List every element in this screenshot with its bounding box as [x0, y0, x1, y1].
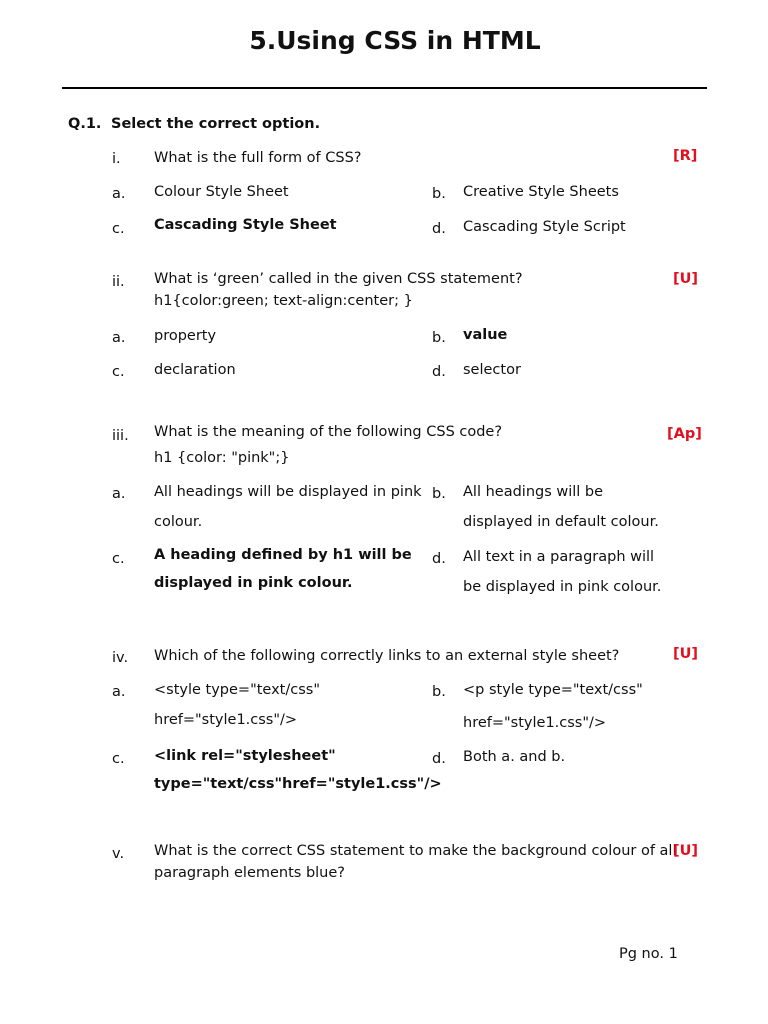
option-text: All headings will be	[463, 484, 604, 500]
question-tag: [Ap]	[667, 426, 702, 442]
option-text: colour.	[154, 514, 203, 530]
question-text: What is ‘green’ called in the given CSS statement?	[154, 271, 523, 287]
title-rule	[62, 87, 707, 89]
option-label: b.	[432, 486, 446, 502]
option-text: declaration	[154, 362, 236, 378]
question-tag: [U]	[673, 271, 699, 287]
question-code: h1 {color: "pink";}	[154, 450, 290, 466]
option-text: selector	[463, 362, 521, 378]
question-text: What is the correct CSS statement to make the background colour of all	[154, 843, 677, 859]
question-text: paragraph elements blue?	[154, 865, 345, 881]
option-text: property	[154, 328, 217, 344]
question-tag: [U]	[673, 843, 699, 859]
option-label: b.	[432, 684, 446, 700]
option-label: c.	[112, 551, 125, 567]
question-number: ii.	[112, 274, 125, 290]
question-text: What is the full form of CSS?	[154, 150, 362, 166]
question-number: iii.	[112, 428, 129, 444]
option-label: c.	[112, 751, 125, 767]
question-number: iv.	[112, 650, 129, 666]
option-text: Colour Style Sheet	[154, 184, 289, 200]
option-text-correct: <link rel="stylesheet"	[154, 748, 336, 764]
option-text: displayed in default colour.	[463, 514, 659, 530]
option-label: d.	[432, 551, 446, 567]
question-tag: [R]	[673, 148, 698, 164]
option-label: d.	[432, 751, 446, 767]
option-label: a.	[112, 486, 126, 502]
option-text: href="style1.css"/>	[154, 712, 298, 728]
section-number: Q.1.	[68, 116, 102, 132]
question-text: Which of the following correctly links to an external style sheet?	[154, 648, 620, 664]
option-label: c.	[112, 221, 125, 237]
option-label: b.	[432, 330, 446, 346]
option-label: a.	[112, 684, 126, 700]
page-title: 5.Using CSS in HTML	[249, 26, 541, 55]
question-tag: [U]	[673, 646, 699, 662]
question-number: v.	[112, 846, 125, 862]
option-text: Both a. and b.	[463, 749, 566, 765]
option-label: d.	[432, 364, 446, 380]
option-text-correct: A heading defined by h1 will be	[154, 547, 412, 563]
option-text: <p style type="text/css"	[463, 682, 643, 698]
option-label: b.	[432, 186, 446, 202]
option-text: Creative Style Sheets	[463, 184, 619, 200]
option-text-correct: type="text/css"href="style1.css"/>	[154, 776, 442, 792]
option-text: All text in a paragraph will	[463, 549, 655, 565]
question-number: i.	[112, 151, 121, 167]
option-text-correct: value	[463, 327, 508, 343]
option-text: <style type="text/css"	[154, 682, 320, 698]
option-text: href="style1.css"/>	[463, 715, 607, 731]
question-text: What is the meaning of the following CSS code?	[154, 424, 503, 440]
page-number: Pg no. 1	[619, 946, 678, 962]
option-label: a.	[112, 186, 126, 202]
question-code: h1{color:green; text-align:center; }	[154, 293, 413, 309]
section-heading: Select the correct option.	[111, 116, 321, 132]
option-text: All headings will be displayed in pink	[154, 484, 422, 500]
option-label: d.	[432, 221, 446, 237]
option-text-correct: Cascading Style Sheet	[154, 217, 337, 233]
option-label: c.	[112, 364, 125, 380]
option-label: a.	[112, 330, 126, 346]
option-text: be displayed in pink colour.	[463, 579, 662, 595]
option-text: Cascading Style Script	[463, 219, 626, 235]
option-text-correct: displayed in pink colour.	[154, 575, 353, 591]
